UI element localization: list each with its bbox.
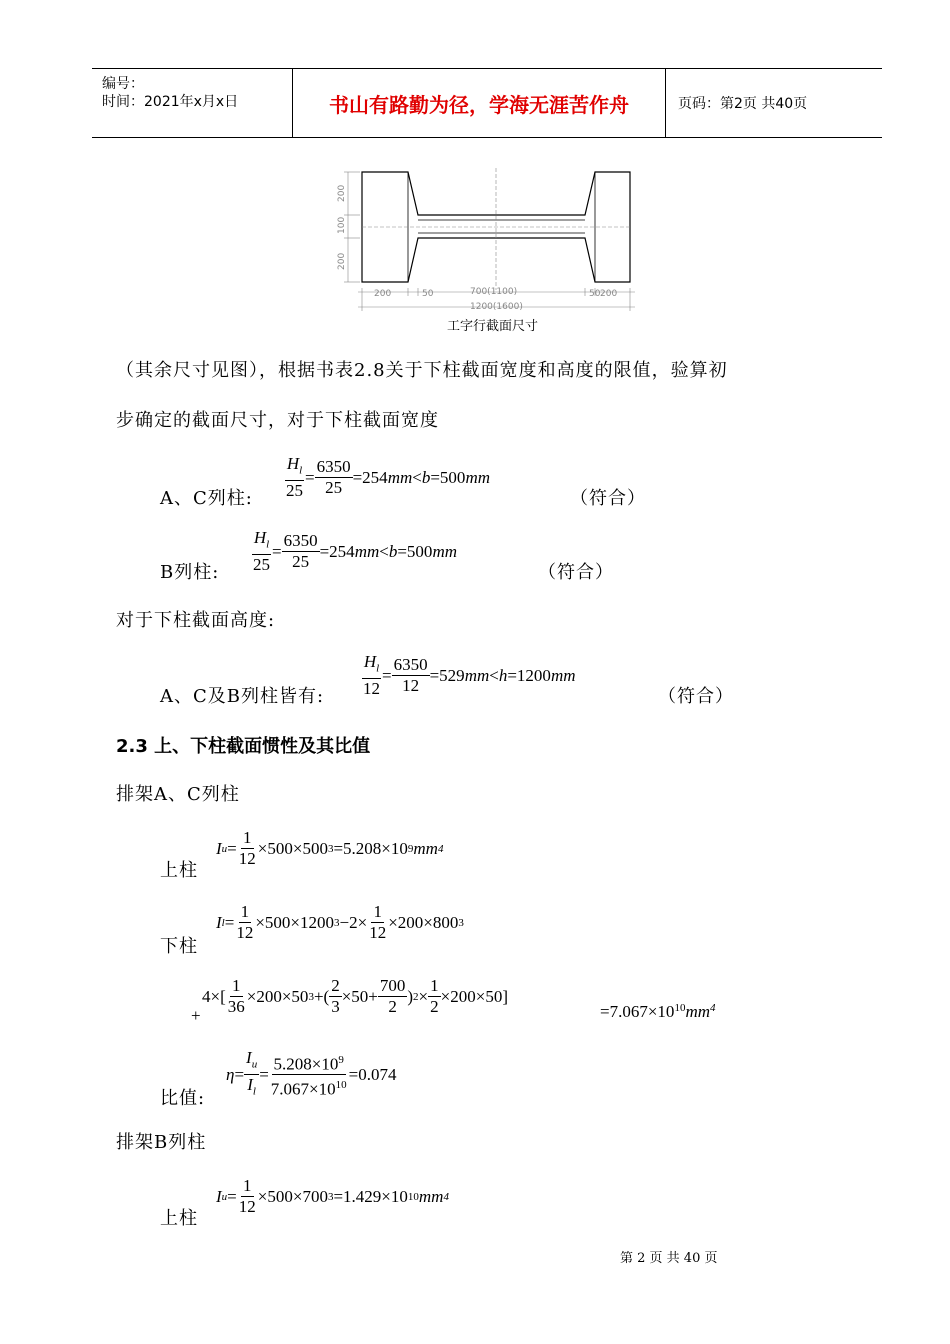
il-cont-formula: 4×[ $\frac{1}{36}$ ×200×50 3 +( $\frac{2}{3}$ ×50+ $\frac{700}{2}$ ) 2 × $\frac{1}{2}$ ×200×50] (202, 976, 508, 1016)
il-cont-result: =7.067×10 $^{10}$ mm $^4$ (600, 1002, 716, 1021)
paragraph-line-1: （其余尺寸见图），根据书表2.8关于下柱截面宽度和高度的限值，验算初 (116, 360, 728, 381)
upper-label-b: 上柱 (160, 1208, 198, 1229)
frame-ac-label: 排架A、C列柱 (116, 784, 240, 805)
lower-label-ac: 下柱 (160, 936, 198, 957)
eq-b-note: （符合） (538, 562, 614, 583)
dim-bottom-200-left: 200 (374, 289, 392, 299)
page-header (92, 68, 882, 138)
il-cont-plus: + (191, 1006, 201, 1025)
eq-b-formula: $\frac{H_l}{25}$ = $\frac{6350}{25}$ =254 mm < b =500 mm (253, 528, 457, 575)
page-footer: 第 2 页 共 40 页 (620, 1251, 718, 1266)
section-heading: 2.3 上、下柱截面惯性及其比值 (116, 736, 371, 757)
figure-caption: 工字行截面尺寸 (447, 319, 539, 334)
eq-h-note: （符合） (658, 686, 734, 707)
dim-bottom-700: 700(1100) (470, 287, 518, 297)
dim-bottom-50-left: 50 (422, 289, 434, 299)
page-info: 页码：第2页 共40页 (678, 96, 808, 112)
dim-bottom-200-right: 200 (600, 289, 618, 299)
height-intro: 对于下柱截面高度: (116, 610, 276, 631)
time-label: 时间：2021年x月x日 (102, 94, 239, 110)
frame-b-label: 排架B列柱 (116, 1132, 207, 1153)
dim-left-100: 100 (337, 216, 347, 234)
eta-formula: η = $\frac{I_u}{I_l}$ = $\frac{5.208\times 10^9}{7.067\times 10^{10}}$ =0.074 (226, 1048, 397, 1100)
il-ac-formula: I l = $\frac{1}{12}$ ×500×1200 3 −2× $\frac{1}{12}$ ×200×800 3 (216, 902, 464, 942)
iu-b-formula: I u = $\frac{1}{12}$ ×500×700 3 =1.429×10 10 mm 4 (216, 1176, 449, 1216)
eq-a-label: A、C列柱: (160, 488, 253, 509)
eq-h-label: A、C及B列柱皆有: (160, 686, 325, 707)
eq-b-label: B列柱: (160, 562, 220, 583)
code-label: 编号： (102, 76, 144, 92)
paragraph-line-2: 步确定的截面尺寸，对于下柱截面宽度 (116, 410, 439, 431)
eq-h-formula: $\frac{H_l}{12}$ = $\frac{6350}{12}$ =529 mm < h =1200 mm (363, 652, 576, 699)
ratio-label: 比值: (160, 1088, 206, 1109)
i-section-drawing (330, 160, 650, 318)
dim-bottom-50-right: 50 (589, 289, 601, 299)
header-left-cell (92, 69, 292, 137)
dim-left-200-bottom: 200 (337, 252, 347, 270)
eq-a-formula: $\frac{H_l}{25}$ = $\frac{6350}{25}$ =254 mm < b =500 mm (286, 454, 490, 501)
eq-a-note: （符合） (570, 488, 646, 509)
dim-left-200-top: 200 (337, 184, 347, 202)
iu-ac-formula: I u = $\frac{1}{12}$ ×500×500 3 =5.208×10 9 mm 4 (216, 828, 444, 868)
upper-label-ac: 上柱 (160, 860, 198, 881)
dim-total: 1200(1600) (470, 302, 523, 312)
motto: 书山有路勤为径，学海无涯苦作舟 (292, 69, 666, 137)
